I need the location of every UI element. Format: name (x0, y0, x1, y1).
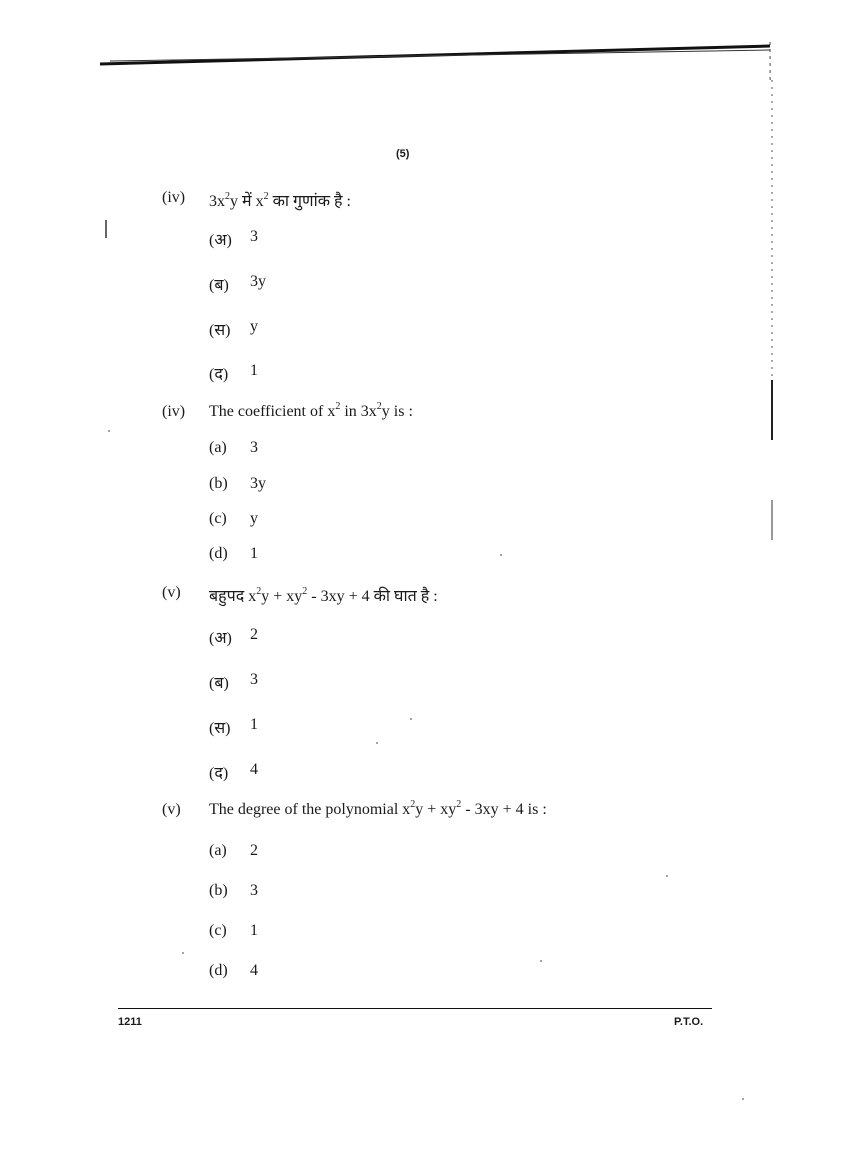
option-value: 3 (250, 882, 258, 899)
scan-speck (376, 742, 378, 744)
option-value: 2 (250, 626, 258, 643)
option-label: (a) (209, 439, 227, 456)
option-value: 3 (250, 671, 258, 688)
option-value: 3 (250, 439, 258, 456)
top-border-line (0, 0, 850, 80)
option-label: (द) (209, 765, 229, 782)
footer-rule (118, 1008, 712, 1009)
option-value: 2 (250, 842, 258, 859)
option-value: 1 (250, 362, 258, 379)
option-label: (b) (209, 882, 228, 899)
footer-pto: P.T.O. (674, 1016, 704, 1028)
option-label: (c) (209, 922, 227, 939)
option-value: y (250, 510, 258, 527)
scan-speck (742, 1098, 744, 1100)
scan-speck (500, 554, 502, 556)
question-stem: The degree of the polynomial $x^2y + xy^2 - 3xy + 4$ is : (209, 798, 547, 818)
option-label: (अ) (209, 630, 232, 647)
option-value: 3y (250, 273, 266, 290)
scan-edge-marks (0, 80, 850, 600)
question-number: (v) (162, 584, 181, 601)
scan-speck (108, 430, 110, 432)
option-value: 4 (250, 962, 258, 979)
option-value: 3 (250, 228, 258, 245)
option-label: (ब) (209, 277, 229, 294)
option-label: (स) (209, 322, 231, 339)
question-number: (iv) (162, 189, 186, 206)
option-label: (a) (209, 842, 227, 859)
option-label: (b) (209, 475, 228, 492)
question-stem: बहुपद $x^2y + xy^2 - 3xy + 4$ की घात है : (209, 585, 438, 605)
option-value: 1 (250, 922, 258, 939)
option-label: (d) (209, 545, 228, 562)
option-value: 3y (250, 475, 266, 492)
scan-speck (410, 718, 412, 720)
option-label: (d) (209, 962, 228, 979)
question-stem: $3x^2y$ में $x^2$ का गुणांक है : (209, 190, 351, 210)
option-value: y (250, 318, 258, 335)
option-value: 1 (250, 545, 258, 562)
question-number: (iv) (162, 403, 186, 420)
option-label: (c) (209, 510, 227, 527)
scan-speck (666, 875, 668, 877)
footer-code: 1211 (118, 1016, 142, 1028)
scan-speck (540, 960, 542, 962)
question-number: (v) (162, 801, 181, 818)
option-label: (ब) (209, 675, 229, 692)
scan-speck (182, 952, 184, 954)
option-label: (स) (209, 720, 231, 737)
question-stem: The coefficient of $x^2$ in $3x^2y$ is : (209, 400, 413, 420)
option-label: (द) (209, 366, 229, 383)
option-label: (अ) (209, 232, 232, 249)
option-value: 1 (250, 716, 258, 733)
page-number: (5) (396, 148, 410, 160)
option-value: 4 (250, 761, 258, 778)
